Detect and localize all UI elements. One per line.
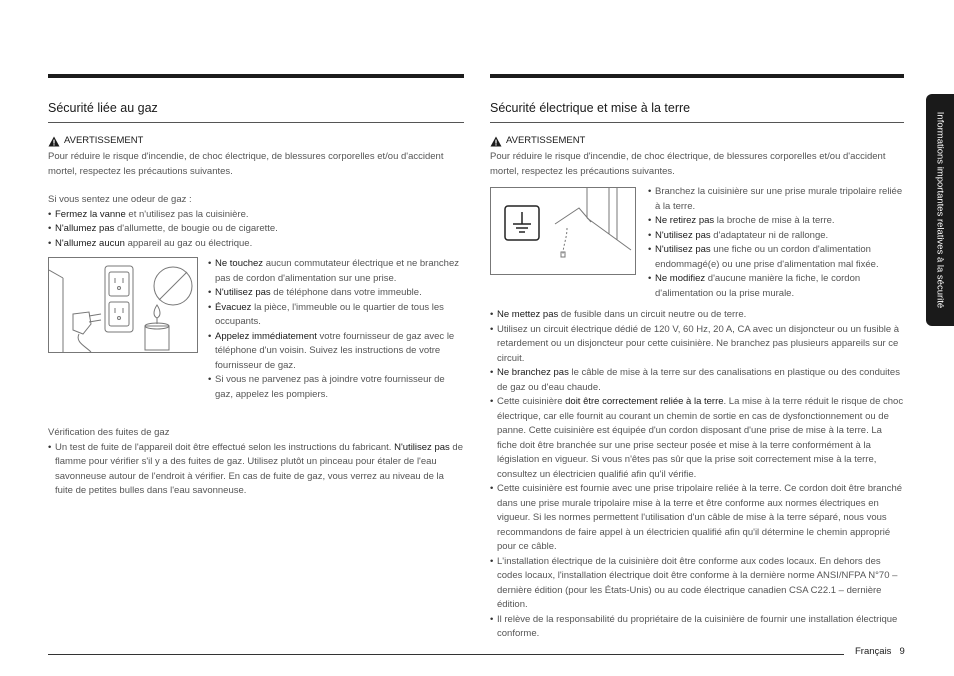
- list-item: • Cette cuisinière doit être correctement reliée à la terre. La mise à la terre réduit le risque de choc électrique, car elle fournit au courant un chemin de sortie en cas de dysfonctionnement ou de panne. Cette cuisinière est équipée d'un cordon disposant d'une prise de mise à la terre. La fiche doit être branchée sur une prise secteur posée et mise à la terre conformément à la législation en vigueur. Si vous n'êtes pas sûr que la prise soit correctement mise à la terre, consultez un électricien qualifié afin qu'il vérifie.: [490, 395, 904, 482]
- list-item: • Fermez la vanne et n'utilisez pas la cuisinière.: [48, 208, 464, 223]
- outlet-candle-no-fire-icon: [49, 258, 197, 352]
- warning-label: AVERTISSEMENT: [64, 135, 144, 146]
- gas-figure-row: [48, 257, 464, 402]
- gas-safety-title: Sécurité liée au gaz: [48, 100, 464, 123]
- warning-heading: [48, 135, 464, 147]
- no-flame-illustration: [48, 257, 198, 353]
- ground-symbol-cord-icon: [491, 188, 635, 274]
- leak-check-subheading: Vérification des fuites de gaz: [48, 427, 170, 438]
- list-item: • Évacuez la pièce, l'immeuble ou le quartier de tous les occupants.: [208, 301, 464, 330]
- list-item: • Ne retirez pas la broche de mise à la terre.: [648, 214, 904, 229]
- list-item: • Un test de fuite de l'appareil doit être effectué selon les instructions du fabricant. N'utilisez pas de flamme pour vérifier s'il y a des fuites de gaz. Utilisez plutôt un pinceau pour étaler de l'eau savonneuse autour de l'endroit à vérifier. En cas de fuite de gaz, vous verrez au niveau de la fuite de petites bulles dans l'eau savonneuse.: [48, 441, 464, 499]
- gas-smell-subheading: Si vous sentez une odeur de gaz :: [48, 194, 192, 205]
- electrical-safety-section: [490, 74, 904, 642]
- list-item: • Ne touchez aucun commutateur électrique et ne branchez pas de cordon d'alimentation sur une prise.: [208, 257, 464, 286]
- electrical-safety-title: Sécurité électrique et mise à la terre: [490, 100, 904, 123]
- warning-label: AVERTISSEMENT: [506, 135, 586, 146]
- grounding-illustration: [490, 187, 636, 275]
- page-footer: [855, 646, 905, 657]
- electrical-requirements-list: [490, 308, 904, 642]
- list-item: • N'allumez pas d'allumette, de bougie ou de cigarette.: [48, 222, 464, 237]
- list-item: • Ne branchez pas le câble de mise à la terre sur des canalisations en plastique ou des conduites de gaz ou d'eau chaude.: [490, 366, 904, 395]
- list-item: • N'utilisez pas une fiche ou un cordon d'alimentation endommagé(e) ou une prise d'alimentation mal fixée.: [648, 243, 904, 272]
- chapter-side-tab: [926, 94, 954, 326]
- warning-intro: Pour réduire le risque d'incendie, de choc électrique, de blessures corporelles et/ou d'accident mortel, respectez les précautions suivantes.: [48, 151, 444, 177]
- list-item: • Ne modifiez d'aucune manière la fiche, le cordon d'alimentation ou la prise murale.: [648, 272, 904, 301]
- footer-language: Français: [855, 646, 892, 657]
- list-item: • Utilisez un circuit électrique dédié de 120 V, 60 Hz, 20 A, CA avec un disjoncteur ou un fusible à retardement ou un disjoncteur pour cette cuisinière. Ne branchez pas plusieurs appareils sur ce circuit.: [490, 323, 904, 367]
- electrical-figure-row: [490, 185, 904, 301]
- warning-intro: Pour réduire le risque d'incendie, de choc électrique, de blessures corporelles et/ou d'accident mortel, respectez les précautions suivantes.: [490, 151, 886, 177]
- list-item: • Il relève de la responsabilité du propriétaire de la cuisinière de fournir une installation électrique conforme.: [490, 613, 904, 642]
- gas-smell-list: [48, 208, 464, 252]
- chapter-side-tab-label: Informations importantes relatives à la sécurité: [934, 111, 946, 309]
- list-item: • N'utilisez pas de téléphone dans votre immeuble.: [208, 286, 464, 301]
- list-item: • Cette cuisinière est fournie avec une prise tripolaire reliée à la terre. Ce cordon doit être branché dans une prise murale tripolaire mise à la terre et être conforme aux normes électriques en vigueur. Si les normes permettent l'utilisation d'un câble de mise à la terre séparé, nous vous recommandons de faire appel à un électricien qualifié afin qu'il détermine le chemin approprié pour ce câble.: [490, 482, 904, 555]
- list-item: • Ne mettez pas de fusible dans un circuit neutre ou de terre.: [490, 308, 904, 323]
- section-top-rule: [490, 74, 904, 78]
- list-item: • N'utilisez pas d'adaptateur ni de rallonge.: [648, 229, 904, 244]
- list-item: • Branchez la cuisinière sur une prise murale tripolaire reliée à la terre.: [648, 185, 904, 214]
- warning-heading: [490, 135, 904, 147]
- warning-triangle-icon: [490, 136, 502, 147]
- gas-safety-section: [48, 74, 464, 499]
- list-item: • Appelez immédiatement votre fournisseur de gaz avec le téléphone d'un voisin. Suivez les instructions de votre fournisseur de gaz.: [208, 330, 464, 374]
- list-item: • L'installation électrique de la cuisinière doit être conforme aux codes locaux. En dehors des codes locaux, l'installation électrique doit être conforme à la dernière norme ANSI/NFPA N°70 – dernière édition (pour les États-Unis) ou au code électrique canadien CSA C22.1 – dernière édition.: [490, 555, 904, 613]
- page-number: 9: [899, 646, 905, 657]
- section-top-rule: [48, 74, 464, 78]
- grounding-list: [648, 185, 904, 301]
- warning-triangle-icon: [48, 136, 60, 147]
- list-item: • Si vous ne parvenez pas à joindre votre fournisseur de gaz, appelez les pompiers.: [208, 373, 464, 402]
- footer-rule: [48, 654, 844, 655]
- list-item: • N'allumez aucun appareil au gaz ou électrique.: [48, 237, 464, 252]
- leak-check-list: [48, 441, 464, 499]
- gas-emergency-list: [208, 257, 464, 402]
